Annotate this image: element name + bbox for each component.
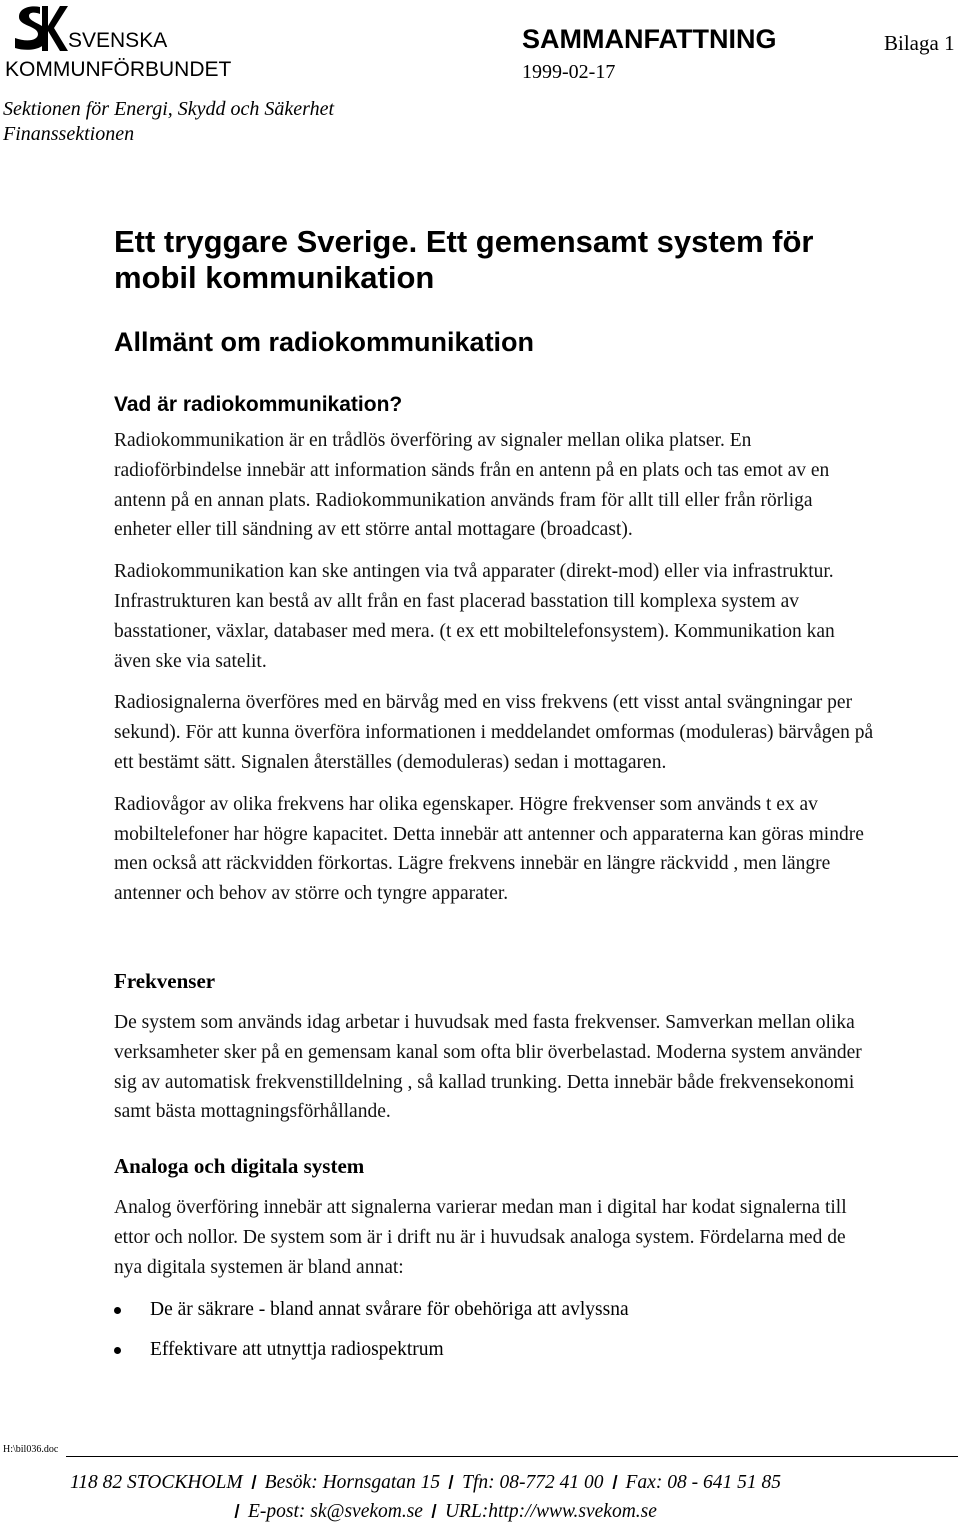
- footer-address: 118 82 STOCKHOLM: [70, 1472, 243, 1493]
- separator: [612, 1475, 617, 1489]
- org-name-line1: SVENSKA: [68, 29, 168, 52]
- footer-contact-line1: [70, 1472, 781, 1494]
- paragraph: De system som används idag arbetar i huvudsak med fasta frekvenser. Samverkan mellan olika verksamheter sker på en gemensam kanal som ofta blir överbelastad. Moderna system använder sig av automatisk frekvenstilldelning , så kallad trunking. Detta innebär både frekvensekonomi samt bästa mottagningsförhållande.: [114, 1012, 862, 1123]
- intro-section: [114, 426, 874, 921]
- sk-logo-icon: [12, 4, 68, 52]
- department-line2: Finanssektionen: [3, 123, 135, 145]
- bullet-icon: [114, 1347, 121, 1354]
- separator: [251, 1475, 256, 1489]
- bullet-icon: [114, 1307, 121, 1314]
- paragraph: Radiosignalerna överföres med en bärvåg med en viss frekvens (ett visst antal svängningar per sekund). För att kunna överföra informationen i meddelandet omformas (moduleras) bärvågen på ett bestämt sätt. Signalen återställes (demoduleras) sedan i mottagaren.: [114, 692, 874, 773]
- footer-fax: Fax: 08 - 641 51 85: [625, 1472, 781, 1493]
- page-title: Ett tryggare Sverige. Ett gemensamt system för mobil kommunikation: [114, 224, 814, 295]
- document-type: SAMMANFATTNING: [522, 24, 777, 54]
- footer-email[interactable]: E-post: sk@svekom.se: [248, 1501, 423, 1522]
- org-name-line2: KOMMUNFÖRBUNDET: [5, 58, 232, 81]
- frekvenser-heading: Frekvenser: [114, 969, 216, 993]
- footer-phone: Tfn: 08-772 41 00: [462, 1472, 604, 1493]
- department-line1: Sektionen för Energi, Skydd och Säkerhet: [3, 98, 335, 120]
- paragraph: Radiokommunikation är en trådlös överföring av signaler mellan olika platser. En radioförbindelse innebär att information sänds från en antenn på en plats och tas emot av en antenn på en annan plats. Radiokommunikation används fram för allt till eller från rörliga enheter eller till sändning av ett större antal mottagare (broadcast).: [114, 430, 830, 541]
- file-path: H:\bil036.doc: [3, 1444, 59, 1455]
- separator: [235, 1504, 240, 1518]
- list-item-text: Effektivare att utnyttja radiospektrum: [150, 1338, 444, 1360]
- separator: [431, 1504, 436, 1518]
- systems-section: [114, 968, 874, 1375]
- appendix-label: Bilaga 1: [884, 31, 955, 55]
- paragraph: Radiokommunikation kan ske antingen via två apparater (direkt-mod) eller via infrastruktur. Infrastrukturen kan bestå av allt från en fast placerad basstation till komplexa system av basstationer, växlar, databaser med mera. (t ex ett mobiltelefonsystem). Kommunikation kan även ske via satelit.: [114, 561, 835, 672]
- list-item: [114, 1335, 874, 1365]
- document-date: 1999-02-17: [522, 61, 616, 83]
- list-item: [114, 1295, 874, 1325]
- paragraph: Analog överföring innebär att signalerna varierar medan man i digital har kodat signalerna till ettor och nollor. De system som är i drift nu är i huvudsak analoga system. Fördelarna med de nya digitala systemen är bland annat:: [114, 1197, 847, 1278]
- section-title: Allmänt om radiokommunikation: [114, 327, 535, 357]
- footer-divider: [66, 1456, 958, 1457]
- list-item-text: De är säkrare - bland annat svårare för obehöriga att avlyssna: [150, 1298, 629, 1320]
- footer-visit: Besök: Hornsgatan 15: [264, 1472, 441, 1493]
- question-title: Vad är radiokommunikation?: [114, 393, 403, 416]
- separator: [449, 1475, 454, 1489]
- footer-url[interactable]: URL:http://www.svekom.se: [444, 1501, 657, 1522]
- paragraph: Radiovågor av olika frekvens har olika egenskaper. Högre frekvenser som används t ex av mobiltelefoner har högre kapacitet. Detta innebär att antenner och apparaterna kan göras mindre men också att räckvidden förkortas. Lägre frekvens innebär en längre räckvidd , men längre antenner och behov av större och tyngre apparater.: [114, 793, 864, 905]
- footer-contact-line2: [236, 1501, 657, 1523]
- analog-digital-heading: Analoga och digitala system: [114, 1154, 365, 1179]
